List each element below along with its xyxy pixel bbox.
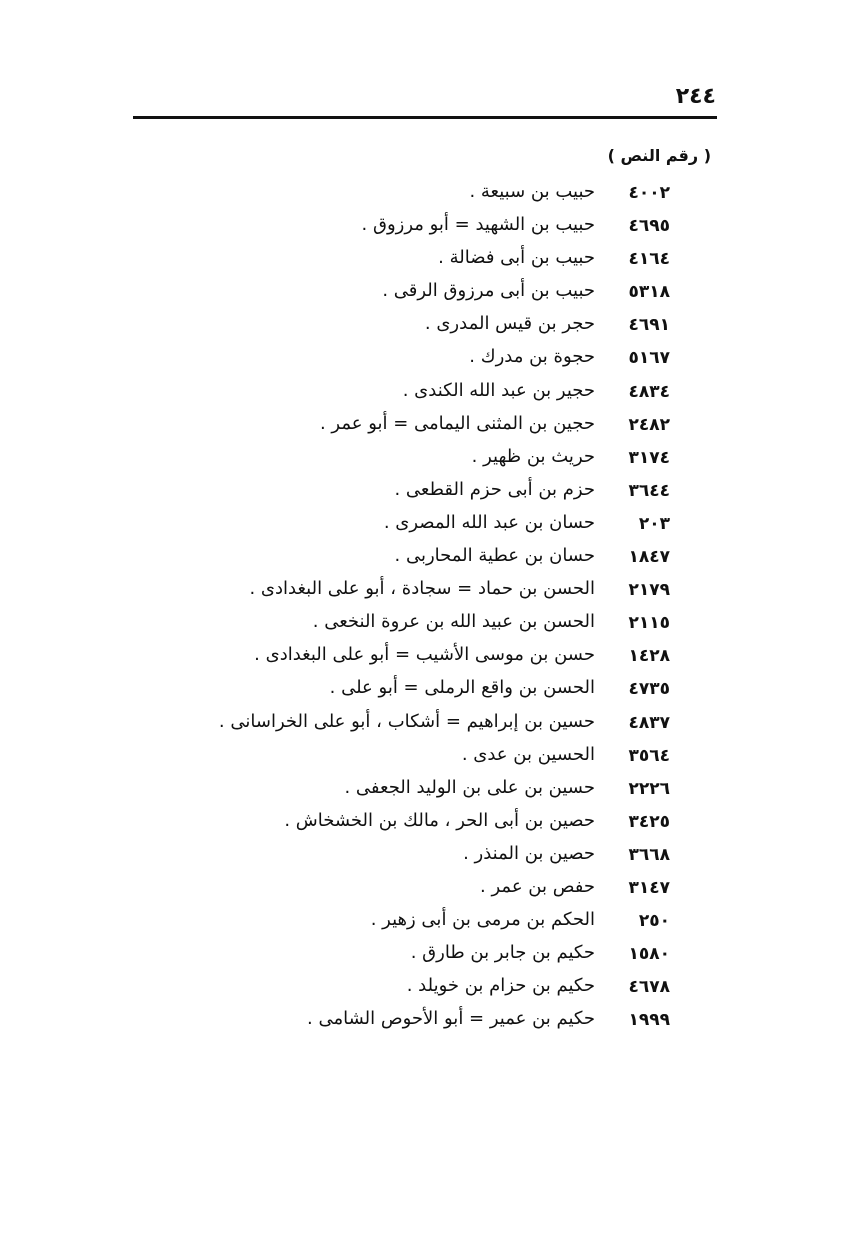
entry-name: حجوة بن مدرك .: [469, 346, 595, 368]
index-entry: [0, 212, 861, 245]
index-entry: [0, 742, 861, 775]
index-entry: [0, 775, 861, 808]
entry-number: ٤٧٣٥: [628, 679, 670, 700]
entry-number: ٢١١٥: [628, 613, 670, 634]
index-entry: [0, 378, 861, 411]
entry-name: حسين بن على بن الوليد الجعفى .: [344, 776, 595, 798]
entry-name: حسين بن إبراهيم = أشكاب ، أبو على الخراسانى .: [218, 710, 595, 732]
entry-name: حجر بن قيس المدرى .: [424, 313, 595, 335]
index-entry: [0, 278, 861, 311]
entry-name: الحسن بن عبيد الله بن عروة النخعى .: [312, 611, 595, 633]
index-entry: [0, 543, 861, 576]
entry-name: حفص بن عمر .: [480, 875, 595, 897]
index-entries: [0, 179, 861, 1039]
index-entry: [0, 576, 861, 609]
index-entry: [0, 973, 861, 1006]
index-entry: [0, 510, 861, 543]
entry-name: حبيب بن سبيعة .: [469, 181, 595, 202]
entry-number: ٢٠٣: [638, 513, 670, 534]
column-header: ( رقم النص ): [607, 146, 711, 165]
entry-number: ٣٤٢٥: [628, 811, 670, 832]
entry-number: ٥٣١٨: [628, 282, 670, 303]
index-entry: [0, 609, 861, 642]
index-entry: [0, 940, 861, 973]
entry-number: ٢٤٨٢: [628, 414, 670, 435]
index-entry: [0, 841, 861, 874]
entry-name: حصين بن أبى الحر ، مالك بن الخشخاش .: [284, 809, 595, 831]
entry-number: ١٥٨٠: [628, 944, 670, 965]
entry-name: الحسن بن واقع الرملى = أبو على .: [329, 677, 595, 699]
entry-number: ٤٦٧٨: [628, 977, 670, 998]
index-entry: [0, 808, 861, 841]
index-entry: [0, 179, 861, 212]
entry-name: حسن بن موسى الأشيب = أبو على البغدادى .: [254, 644, 595, 666]
header-rule: [133, 116, 717, 119]
entry-name: حكيم بن عمير = أبو الأحوص الشامى .: [307, 1008, 595, 1030]
index-entry: [0, 675, 861, 708]
entry-number: ١٨٤٧: [628, 547, 670, 568]
entry-name: حسان بن عبد الله المصرى .: [383, 511, 595, 533]
entry-number: ٣٦٦٨: [628, 844, 670, 865]
entry-number: ١٩٩٩: [628, 1010, 670, 1031]
entry-number: ٣٥٦٤: [628, 745, 670, 766]
entry-name: حبيب بن أبى فضالة .: [438, 247, 595, 269]
page-number: ٢٤٤: [675, 84, 716, 109]
index-entry: [0, 477, 861, 510]
entry-number: ٤٦٩١: [628, 315, 670, 336]
entry-name: حصين بن المنذر .: [463, 842, 595, 864]
entry-name: الحسين بن عدى .: [461, 743, 595, 765]
index-entry: [0, 709, 861, 742]
entry-name: حسان بن عطية المحاربى .: [394, 545, 595, 567]
entry-number: ١٤٢٨: [628, 646, 670, 667]
index-entry: [0, 642, 861, 675]
entry-number: ٤٨٣٤: [628, 381, 670, 402]
entry-number: ٣١٧٤: [628, 447, 670, 468]
entry-number: ٤٠٠٢: [628, 183, 670, 203]
index-entry: [0, 411, 861, 444]
entry-name: حريث بن ظهير .: [471, 445, 595, 467]
entry-number: ٢٢٢٦: [628, 778, 670, 799]
entry-name: الحكم بن مرمى بن أبى زهير .: [370, 909, 595, 931]
entry-name: حبيب بن أبى مرزوق الرقى .: [382, 280, 595, 302]
entry-name: حجير بن عبد الله الكندى .: [402, 379, 595, 401]
index-entry: [0, 874, 861, 907]
entry-number: ٢١٧٩: [628, 580, 670, 601]
entry-number: ٤١٦٤: [628, 249, 670, 270]
entry-number: ٣١٤٧: [628, 877, 670, 898]
index-entry: [0, 907, 861, 940]
entry-name: حزم بن أبى حزم القطعى .: [394, 478, 595, 500]
entry-number: ٣٦٤٤: [628, 480, 670, 501]
index-entry: [0, 1006, 861, 1039]
index-entry: [0, 245, 861, 278]
index-entry: [0, 444, 861, 477]
entry-name: حجين بن المثنى اليمامى = أبو عمر .: [319, 412, 595, 434]
entry-name: حبيب بن الشهيد = أبو مرزوق .: [361, 214, 595, 236]
index-entry: [0, 344, 861, 377]
entry-name: حكيم بن جابر بن طارق .: [410, 942, 595, 964]
entry-name: الحسن بن حماد = سجادة ، أبو على البغدادى .: [249, 578, 595, 600]
index-entry: [0, 311, 861, 344]
entry-number: ٥١٦٧: [628, 348, 670, 369]
entry-number: ٢٥٠: [638, 911, 670, 932]
entry-number: ٤٦٩٥: [628, 216, 670, 237]
entry-name: حكيم بن حزام بن خويلد .: [406, 975, 595, 997]
entry-number: ٤٨٣٧: [628, 712, 670, 733]
